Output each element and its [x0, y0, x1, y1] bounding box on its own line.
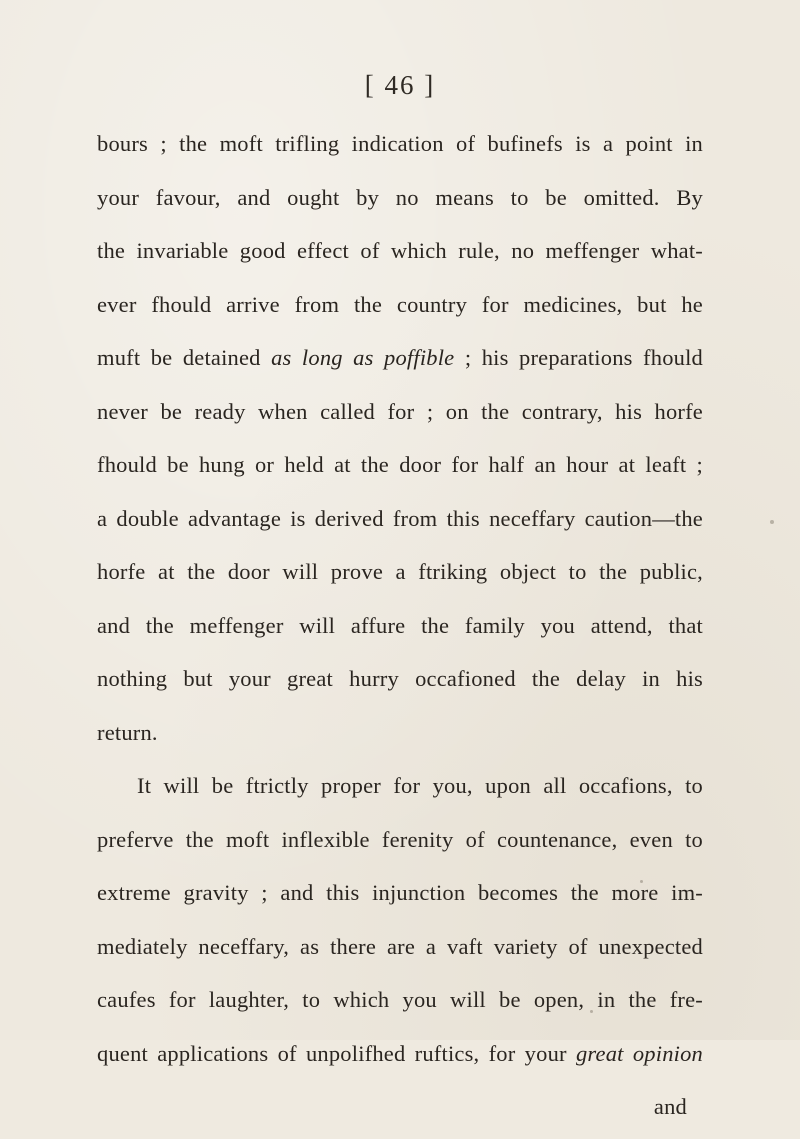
text-line: never be ready when called for ; on the contrary, his horfe: [97, 398, 703, 424]
text-line: quent applications of unpolifhed ruftics, for your great opinion: [97, 1040, 703, 1066]
body-text: [97, 122, 703, 1139]
paper-speck: [770, 520, 774, 524]
text-line: muft be detained as long as poffible ; his preparations fhould: [97, 345, 703, 370]
text-line: horfe at the door will prove a ftriking object to the public,: [97, 559, 703, 584]
catchword: and: [653, 1094, 687, 1119]
italic-phrase: as long as poffible: [271, 345, 455, 370]
italic-phrase: great opinion: [575, 1040, 703, 1066]
text-line: the invariable good effect of which rule, no meffenger what-: [97, 238, 703, 263]
page-number: [0, 70, 800, 101]
text-line: a double advantage is derived from this neceffary caution—the: [97, 505, 703, 531]
text-line: caufes for laughter, to which you will be open, in the fre-: [97, 987, 703, 1012]
text-line: nothing but your great hurry occafioned the delay in his: [97, 666, 703, 691]
text-line: fhould be hung or held at the door for half an hour at leaft ;: [97, 452, 703, 477]
paragraph-end-line: return.: [97, 719, 158, 745]
text-line: bours ; the moft trifling indication of bufinefs is a point in: [97, 131, 703, 156]
text-line: extreme gravity ; and this injunction becomes the more im-: [97, 880, 703, 905]
text-line: preferve the moft inflexible ferenity of countenance, even to: [97, 826, 703, 852]
page-number-text: [ 46 ]: [364, 70, 436, 100]
paragraph-start-line: It will be ftrictly proper for you, upon all occafions, to: [137, 773, 703, 798]
text-line: mediately neceffary, as there are a vaft variety of unexpected: [97, 933, 703, 959]
paper-speck: [640, 880, 643, 883]
text-line: and the meffenger will affure the family you attend, that: [97, 612, 703, 638]
text-line: ever fhould arrive from the country for medicines, but he: [97, 291, 703, 317]
paper-speck: [590, 1010, 593, 1013]
text-line: your favour, and ought by no means to be omitted. By: [97, 184, 703, 210]
